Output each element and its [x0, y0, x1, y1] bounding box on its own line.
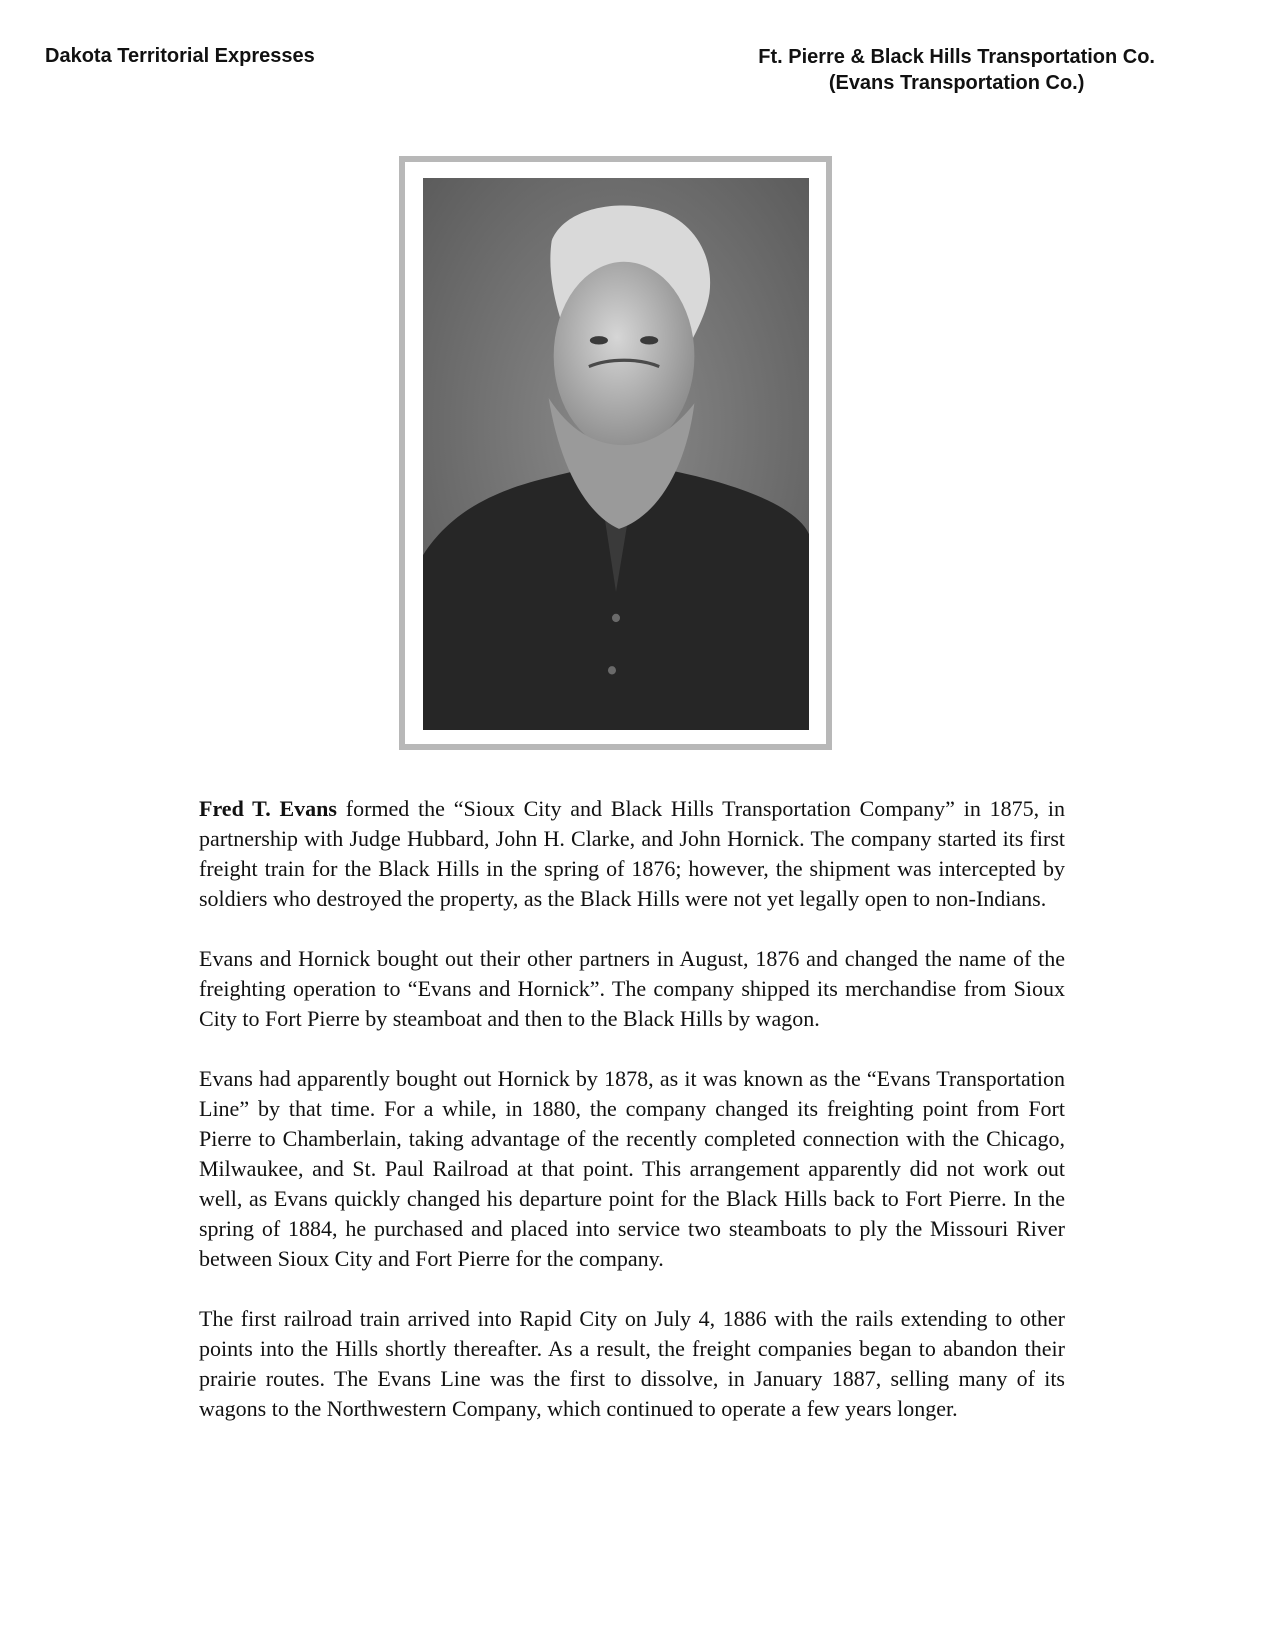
header-right-line-1: Ft. Pierre & Black Hills Transportation Co.	[758, 46, 1155, 68]
article-body	[199, 794, 1065, 1454]
portrait-photo	[423, 178, 809, 730]
paragraph-1-name: Fred T. Evans	[199, 796, 337, 821]
portrait-illustration	[423, 178, 809, 730]
paragraph-1	[199, 794, 1065, 914]
portrait-mat	[405, 162, 826, 744]
portrait-frame	[399, 156, 832, 750]
paragraph-3: Evans had apparently bought out Hornick by 1878, as it was known as the “Evans Transportation Line” by that time. For a while, in 1880, the company changed its freighting point from Fort Pierre to Chamberlain, taking advantage of the recently completed connection with the Chicago, Milwaukee, and St. Paul Railroad at that point. This arrangement apparently did not work out well, as Evans quickly changed his departure point for the Black Hills back to Fort Pierre. In the spring of 1884, he purchased and placed into service two steamboats to ply the Missouri River between Sioux City and Fort Pierre for the company.	[199, 1066, 1065, 1271]
header-right-line-2: (Evans Transportation Co.)	[828, 72, 1085, 94]
header-left-title: Dakota Territorial Expresses	[45, 45, 315, 67]
header-right-title	[758, 44, 1155, 96]
paragraph-1-text: formed the “Sioux City and Black Hills Transportation Company” in 1875, in partnership with Judge Hubbard, John H. Clarke, and John Hornick. The company started its first freight train for the Black Hills in the spring of 1876; however, the shipment was intercepted by soldiers who destroyed the property, as the Black Hills were not yet legally open to non-Indians.	[199, 796, 1066, 911]
paragraph-4: The first railroad train arrived into Rapid City on July 4, 1886 with the rails extending to other points into the Hills shortly thereafter. As a result, the freight companies began to abandon their prairie routes. The Evans Line was the first to dissolve, in January 1887, selling many of its wagons to the Northwestern Company, which continued to operate a few years longer.	[199, 1306, 1065, 1421]
paragraph-2: Evans and Hornick bought out their other partners in August, 1876 and changed the name of the freighting operation to “Evans and Hornick”. The company shipped its merchandise from Sioux City to Fort Pierre by steamboat and then to the Black Hills by wagon.	[199, 946, 1065, 1031]
